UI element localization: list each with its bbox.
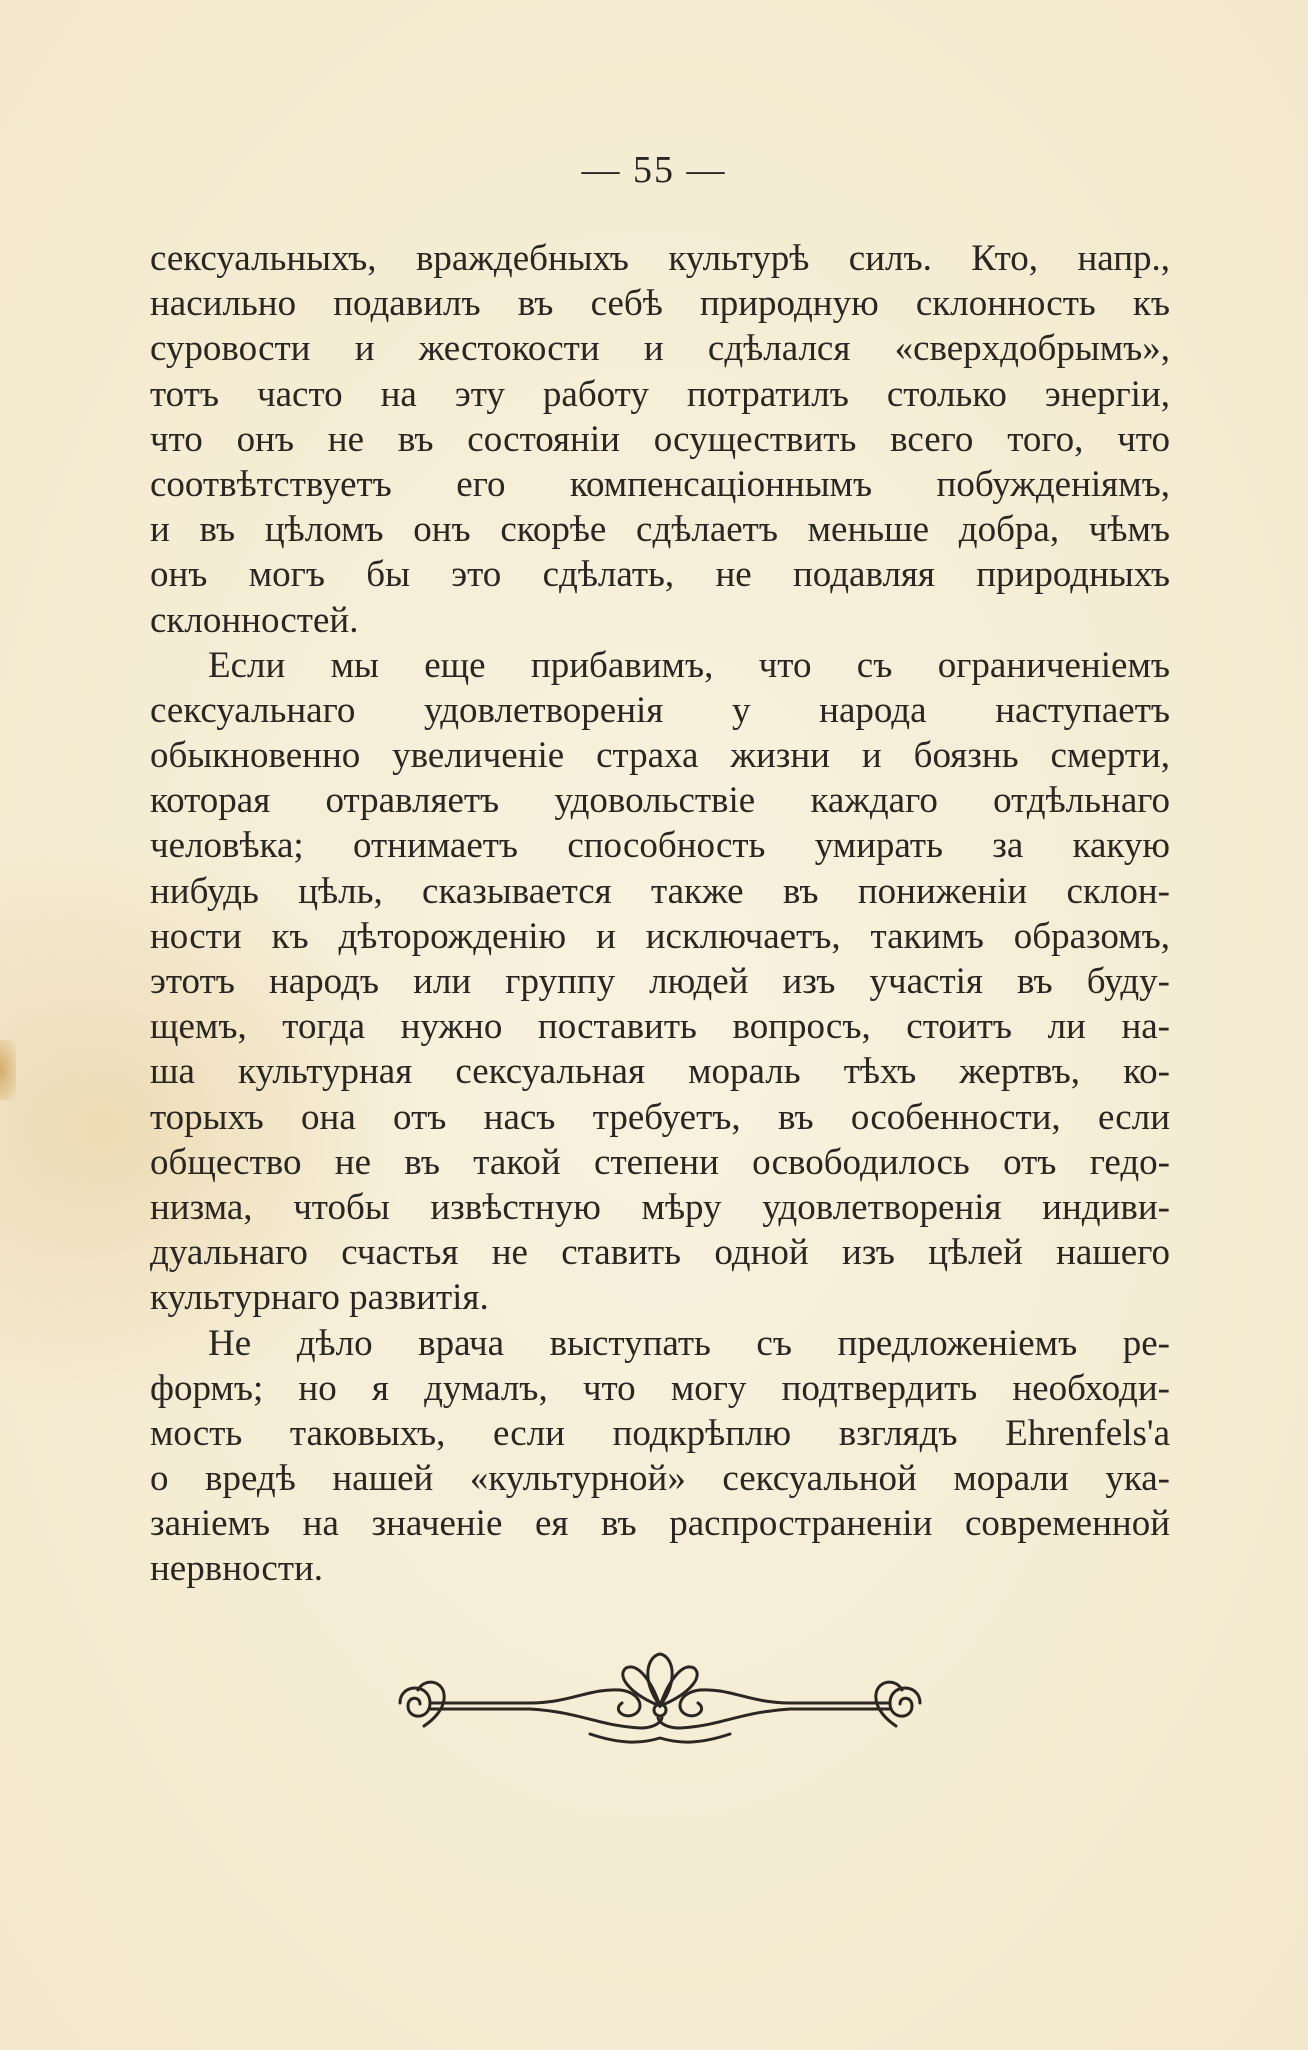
page-number: — 55 — — [581, 149, 727, 191]
text-line: мость таковыхъ, если подкрѣплю взглядъ Ehrenfels'а — [150, 1412, 1170, 1454]
text-line: низма, чтобы извѣстную мѣру удовлетворенія индиви- — [150, 1186, 1170, 1228]
paper-stain — [0, 1040, 16, 1100]
text-line: культурнаго развитія. — [150, 1277, 489, 1319]
text-line: что онъ не въ состояніи осуществить всего того, что — [150, 418, 1170, 460]
text-line: формъ; но я думалъ, что могу подтвердить необходи- — [150, 1367, 1170, 1409]
text-line: торыхъ она отъ насъ требуетъ, въ особенности, если — [150, 1096, 1170, 1138]
text-line: этотъ народъ или группу людей изъ участія въ буду- — [150, 961, 1170, 1002]
text-line: суровости и жестокости и сдѣлался «сверхдобрымъ», — [150, 328, 1170, 370]
text-line: соотвѣтствуетъ его компенсаціоннымъ побужденіямъ, — [150, 463, 1170, 505]
text-line: нибудь цѣль, сказывается также въ пониженіи склон- — [150, 870, 1170, 912]
text-line: и въ цѣломъ онъ скорѣе сдѣлаетъ меньше добра, чѣмъ — [150, 509, 1170, 551]
text-line: дуальнаго счастья не ставить одной изъ цѣлей нашего — [150, 1232, 1170, 1274]
text-line: склонностей. — [150, 599, 359, 641]
text-line: заніемъ на значеніе ея въ распространеніи современной — [150, 1503, 1170, 1545]
text-line: которая отравляетъ удовольствіе каждаго отдѣльнаго — [150, 780, 1170, 822]
text-line: человѣка; отнимаетъ способность умирать за какую — [150, 825, 1170, 867]
text-line: ности къ дѣторожденію и исключаетъ, такимъ образомъ, — [150, 915, 1170, 957]
text-line: обыкновенно увеличеніе страха жизни и боязнь смерти, — [150, 735, 1170, 777]
text-line: сексуальнаго удовлетворенія у народа наступаетъ — [150, 689, 1170, 731]
text-line: Не дѣло врача выступать съ предложеніемъ ре- — [208, 1322, 1170, 1364]
text-line: сексуальныхъ, враждебныхъ культурѣ силъ. Кто, напр., — [150, 238, 1170, 279]
text-line: щемъ, тогда нужно поставить вопросъ, стоитъ ли на- — [150, 1006, 1170, 1048]
text-line: онъ могъ бы это сдѣлать, не подавляя природныхъ — [150, 554, 1170, 596]
body-text — [150, 236, 1170, 1592]
text-line: нервности. — [150, 1548, 324, 1590]
text-line: общество не въ такой степени освободилось отъ гедо- — [150, 1141, 1170, 1183]
text-line: Если мы еще прибавимъ, что съ ограниченіемъ — [208, 644, 1170, 686]
text-line: насильно подавилъ въ себѣ природную склонность къ — [150, 283, 1170, 325]
text-line: ша культурная сексуальная мораль тѣхъ жертвъ, ко- — [150, 1051, 1170, 1093]
text-line: тотъ часто на эту работу потратилъ столько энергіи, — [150, 373, 1170, 415]
ornament-vignette — [390, 1648, 930, 1758]
text-line: о вредѣ нашей «культурной» сексуальной морали ука- — [150, 1458, 1170, 1500]
